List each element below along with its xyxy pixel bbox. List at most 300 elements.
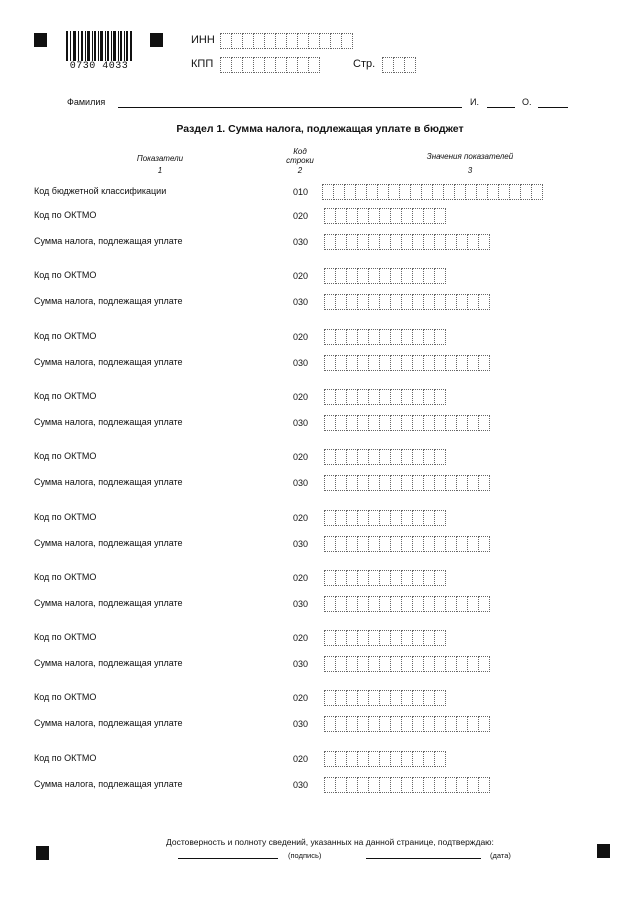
input-cell[interactable] <box>402 475 413 491</box>
input-cell[interactable] <box>380 234 391 250</box>
input-cell[interactable] <box>380 415 391 431</box>
input-cell[interactable] <box>422 184 433 200</box>
input-cell[interactable] <box>276 57 287 73</box>
input-cell[interactable] <box>380 751 391 767</box>
input-cell[interactable] <box>457 536 468 552</box>
input-cell[interactable] <box>435 596 446 612</box>
input-cell[interactable] <box>424 536 435 552</box>
input-cell[interactable] <box>413 777 424 793</box>
input-cell[interactable] <box>413 751 424 767</box>
input-cell[interactable] <box>435 475 446 491</box>
input-cell[interactable] <box>358 690 369 706</box>
input-cell[interactable] <box>479 475 490 491</box>
input-cell[interactable] <box>380 656 391 672</box>
input-cell[interactable] <box>309 33 320 49</box>
input-cell[interactable] <box>358 751 369 767</box>
input-cell[interactable] <box>435 777 446 793</box>
input-cell[interactable] <box>336 415 347 431</box>
input-cell[interactable] <box>347 690 358 706</box>
input-cell[interactable] <box>369 389 380 405</box>
input-cell[interactable] <box>402 294 413 310</box>
input-cell[interactable] <box>347 389 358 405</box>
tax-sum-cells[interactable] <box>324 716 490 731</box>
input-cell[interactable] <box>287 57 298 73</box>
input-cell[interactable] <box>424 208 435 224</box>
input-cell[interactable] <box>477 184 488 200</box>
input-cell[interactable] <box>424 268 435 284</box>
input-cell[interactable] <box>347 536 358 552</box>
input-cell[interactable] <box>369 510 380 526</box>
input-cell[interactable] <box>435 294 446 310</box>
input-cell[interactable] <box>358 475 369 491</box>
input-cell[interactable] <box>391 630 402 646</box>
input-cell[interactable] <box>336 355 347 371</box>
input-cell[interactable] <box>402 268 413 284</box>
input-cell[interactable] <box>369 716 380 732</box>
tax-sum-cells[interactable] <box>324 596 490 611</box>
input-cell[interactable] <box>298 33 309 49</box>
input-cell[interactable] <box>468 536 479 552</box>
date-line[interactable] <box>366 858 481 859</box>
input-cell[interactable] <box>435 389 446 405</box>
input-cell[interactable] <box>336 630 347 646</box>
input-cell[interactable] <box>413 510 424 526</box>
input-cell[interactable] <box>413 690 424 706</box>
input-cell[interactable] <box>324 449 336 465</box>
input-cell[interactable] <box>369 690 380 706</box>
input-cell[interactable] <box>369 536 380 552</box>
tax-sum-cells[interactable] <box>324 234 490 249</box>
input-cell[interactable] <box>324 208 336 224</box>
input-cell[interactable] <box>356 184 367 200</box>
page-cells[interactable] <box>382 57 416 72</box>
input-cell[interactable] <box>402 415 413 431</box>
input-cell[interactable] <box>336 510 347 526</box>
input-cell[interactable] <box>347 355 358 371</box>
input-cell[interactable] <box>254 33 265 49</box>
input-cell[interactable] <box>446 415 457 431</box>
oktmo-cells[interactable] <box>324 268 446 283</box>
tax-sum-cells[interactable] <box>324 475 490 490</box>
input-cell[interactable] <box>254 57 265 73</box>
input-cell[interactable] <box>324 777 336 793</box>
input-cell[interactable] <box>380 389 391 405</box>
input-cell[interactable] <box>402 716 413 732</box>
input-cell[interactable] <box>435 449 446 465</box>
input-cell[interactable] <box>345 184 356 200</box>
input-cell[interactable] <box>402 777 413 793</box>
input-cell[interactable] <box>391 570 402 586</box>
input-cell[interactable] <box>468 596 479 612</box>
input-cell[interactable] <box>468 355 479 371</box>
input-cell[interactable] <box>336 234 347 250</box>
oktmo-cells[interactable] <box>324 389 446 404</box>
input-cell[interactable] <box>389 184 400 200</box>
input-cell[interactable] <box>457 234 468 250</box>
input-cell[interactable] <box>347 208 358 224</box>
input-cell[interactable] <box>468 475 479 491</box>
input-cell[interactable] <box>369 268 380 284</box>
input-cell[interactable] <box>413 630 424 646</box>
input-cell[interactable] <box>521 184 532 200</box>
input-cell[interactable] <box>413 415 424 431</box>
input-cell[interactable] <box>435 716 446 732</box>
input-cell[interactable] <box>479 234 490 250</box>
input-cell[interactable] <box>446 596 457 612</box>
input-cell[interactable] <box>378 184 389 200</box>
input-cell[interactable] <box>457 415 468 431</box>
input-cell[interactable] <box>369 596 380 612</box>
input-cell[interactable] <box>424 596 435 612</box>
input-cell[interactable] <box>435 355 446 371</box>
input-cell[interactable] <box>380 777 391 793</box>
input-cell[interactable] <box>402 536 413 552</box>
input-cell[interactable] <box>391 510 402 526</box>
input-cell[interactable] <box>369 449 380 465</box>
input-cell[interactable] <box>468 716 479 732</box>
input-cell[interactable] <box>413 656 424 672</box>
input-cell[interactable] <box>391 716 402 732</box>
input-cell[interactable] <box>358 570 369 586</box>
input-cell[interactable] <box>424 510 435 526</box>
input-cell[interactable] <box>380 268 391 284</box>
input-cell[interactable] <box>402 630 413 646</box>
input-cell[interactable] <box>468 777 479 793</box>
input-cell[interactable] <box>424 294 435 310</box>
input-cell[interactable] <box>369 234 380 250</box>
input-cell[interactable] <box>391 415 402 431</box>
input-cell[interactable] <box>446 777 457 793</box>
input-cell[interactable] <box>369 475 380 491</box>
input-cell[interactable] <box>455 184 466 200</box>
input-cell[interactable] <box>435 570 446 586</box>
input-cell[interactable] <box>391 294 402 310</box>
input-cell[interactable] <box>336 389 347 405</box>
input-cell[interactable] <box>309 57 320 73</box>
initial-i-line[interactable] <box>487 107 515 108</box>
input-cell[interactable] <box>380 355 391 371</box>
input-cell[interactable] <box>424 751 435 767</box>
input-cell[interactable] <box>391 208 402 224</box>
tax-sum-cells[interactable] <box>324 777 490 792</box>
input-cell[interactable] <box>324 716 336 732</box>
input-cell[interactable] <box>358 449 369 465</box>
input-cell[interactable] <box>336 596 347 612</box>
input-cell[interactable] <box>402 389 413 405</box>
input-cell[interactable] <box>391 268 402 284</box>
input-cell[interactable] <box>220 57 232 73</box>
input-cell[interactable] <box>380 716 391 732</box>
input-cell[interactable] <box>380 630 391 646</box>
input-cell[interactable] <box>424 449 435 465</box>
input-cell[interactable] <box>391 536 402 552</box>
input-cell[interactable] <box>347 596 358 612</box>
input-cell[interactable] <box>358 596 369 612</box>
input-cell[interactable] <box>380 329 391 345</box>
input-cell[interactable] <box>369 355 380 371</box>
input-cell[interactable] <box>435 656 446 672</box>
input-cell[interactable] <box>457 596 468 612</box>
input-cell[interactable] <box>424 656 435 672</box>
input-cell[interactable] <box>358 716 369 732</box>
input-cell[interactable] <box>358 294 369 310</box>
input-cell[interactable] <box>413 716 424 732</box>
input-cell[interactable] <box>435 536 446 552</box>
input-cell[interactable] <box>369 570 380 586</box>
input-cell[interactable] <box>324 690 336 706</box>
input-cell[interactable] <box>369 751 380 767</box>
input-cell[interactable] <box>444 184 455 200</box>
input-cell[interactable] <box>336 536 347 552</box>
input-cell[interactable] <box>336 268 347 284</box>
input-cell[interactable] <box>358 268 369 284</box>
input-cell[interactable] <box>380 596 391 612</box>
input-cell[interactable] <box>413 355 424 371</box>
input-cell[interactable] <box>402 690 413 706</box>
input-cell[interactable] <box>413 596 424 612</box>
input-cell[interactable] <box>424 475 435 491</box>
input-cell[interactable] <box>336 690 347 706</box>
input-cell[interactable] <box>380 475 391 491</box>
input-cell[interactable] <box>347 329 358 345</box>
input-cell[interactable] <box>435 208 446 224</box>
input-cell[interactable] <box>347 415 358 431</box>
tax-sum-cells[interactable] <box>324 415 490 430</box>
initial-o-line[interactable] <box>538 107 568 108</box>
input-cell[interactable] <box>391 777 402 793</box>
inn-cells[interactable] <box>220 33 353 48</box>
input-cell[interactable] <box>402 570 413 586</box>
input-cell[interactable] <box>402 751 413 767</box>
tax-sum-cells[interactable] <box>324 294 490 309</box>
input-cell[interactable] <box>358 415 369 431</box>
input-cell[interactable] <box>446 355 457 371</box>
input-cell[interactable] <box>265 57 276 73</box>
input-cell[interactable] <box>391 389 402 405</box>
input-cell[interactable] <box>446 536 457 552</box>
input-cell[interactable] <box>413 449 424 465</box>
input-cell[interactable] <box>468 656 479 672</box>
input-cell[interactable] <box>380 536 391 552</box>
input-cell[interactable] <box>488 184 499 200</box>
input-cell[interactable] <box>380 449 391 465</box>
input-cell[interactable] <box>347 630 358 646</box>
input-cell[interactable] <box>336 716 347 732</box>
input-cell[interactable] <box>369 415 380 431</box>
input-cell[interactable] <box>347 234 358 250</box>
oktmo-cells[interactable] <box>324 690 446 705</box>
tax-sum-cells[interactable] <box>324 355 490 370</box>
input-cell[interactable] <box>413 389 424 405</box>
input-cell[interactable] <box>532 184 543 200</box>
input-cell[interactable] <box>468 234 479 250</box>
input-cell[interactable] <box>347 268 358 284</box>
input-cell[interactable] <box>287 33 298 49</box>
input-cell[interactable] <box>358 630 369 646</box>
input-cell[interactable] <box>347 751 358 767</box>
input-cell[interactable] <box>413 208 424 224</box>
input-cell[interactable] <box>265 33 276 49</box>
input-cell[interactable] <box>358 208 369 224</box>
input-cell[interactable] <box>402 355 413 371</box>
input-cell[interactable] <box>411 184 422 200</box>
input-cell[interactable] <box>324 415 336 431</box>
input-cell[interactable] <box>369 777 380 793</box>
input-cell[interactable] <box>400 184 411 200</box>
input-cell[interactable] <box>391 475 402 491</box>
input-cell[interactable] <box>468 415 479 431</box>
input-cell[interactable] <box>499 184 510 200</box>
input-cell[interactable] <box>336 294 347 310</box>
input-cell[interactable] <box>336 329 347 345</box>
input-cell[interactable] <box>358 536 369 552</box>
input-cell[interactable] <box>424 716 435 732</box>
input-cell[interactable] <box>367 184 378 200</box>
input-cell[interactable] <box>435 415 446 431</box>
surname-line[interactable] <box>118 107 462 108</box>
input-cell[interactable] <box>391 596 402 612</box>
input-cell[interactable] <box>347 716 358 732</box>
input-cell[interactable] <box>336 656 347 672</box>
input-cell[interactable] <box>336 751 347 767</box>
input-cell[interactable] <box>457 716 468 732</box>
input-cell[interactable] <box>510 184 521 200</box>
input-cell[interactable] <box>322 184 334 200</box>
input-cell[interactable] <box>424 570 435 586</box>
input-cell[interactable] <box>402 329 413 345</box>
input-cell[interactable] <box>424 329 435 345</box>
input-cell[interactable] <box>446 716 457 732</box>
input-cell[interactable] <box>391 690 402 706</box>
input-cell[interactable] <box>324 510 336 526</box>
input-cell[interactable] <box>413 329 424 345</box>
input-cell[interactable] <box>435 234 446 250</box>
input-cell[interactable] <box>435 268 446 284</box>
input-cell[interactable] <box>457 475 468 491</box>
input-cell[interactable] <box>391 355 402 371</box>
input-cell[interactable] <box>479 536 490 552</box>
input-cell[interactable] <box>347 449 358 465</box>
input-cell[interactable] <box>298 57 309 73</box>
tax-sum-cells[interactable] <box>324 656 490 671</box>
input-cell[interactable] <box>324 536 336 552</box>
input-cell[interactable] <box>324 294 336 310</box>
input-cell[interactable] <box>324 596 336 612</box>
input-cell[interactable] <box>424 690 435 706</box>
input-cell[interactable] <box>446 294 457 310</box>
input-cell[interactable] <box>336 570 347 586</box>
input-cell[interactable] <box>446 656 457 672</box>
input-cell[interactable] <box>324 389 336 405</box>
input-cell[interactable] <box>380 294 391 310</box>
input-cell[interactable] <box>324 268 336 284</box>
input-cell[interactable] <box>320 33 331 49</box>
input-cell[interactable] <box>405 57 416 73</box>
oktmo-cells[interactable] <box>324 329 446 344</box>
input-cell[interactable] <box>380 690 391 706</box>
input-cell[interactable] <box>324 751 336 767</box>
input-cell[interactable] <box>358 389 369 405</box>
input-cell[interactable] <box>402 208 413 224</box>
input-cell[interactable] <box>413 234 424 250</box>
input-cell[interactable] <box>243 33 254 49</box>
oktmo-cells[interactable] <box>324 208 446 223</box>
input-cell[interactable] <box>435 690 446 706</box>
input-cell[interactable] <box>424 355 435 371</box>
input-cell[interactable] <box>358 777 369 793</box>
input-cell[interactable] <box>413 475 424 491</box>
input-cell[interactable] <box>369 656 380 672</box>
input-cell[interactable] <box>243 57 254 73</box>
input-cell[interactable] <box>435 630 446 646</box>
input-cell[interactable] <box>424 234 435 250</box>
kpp-cells[interactable] <box>220 57 320 72</box>
input-cell[interactable] <box>358 329 369 345</box>
input-cell[interactable] <box>347 777 358 793</box>
input-cell[interactable] <box>380 208 391 224</box>
input-cell[interactable] <box>232 57 243 73</box>
oktmo-cells[interactable] <box>324 570 446 585</box>
input-cell[interactable] <box>394 57 405 73</box>
input-cell[interactable] <box>380 570 391 586</box>
input-cell[interactable] <box>324 329 336 345</box>
input-cell[interactable] <box>324 630 336 646</box>
input-cell[interactable] <box>358 510 369 526</box>
input-cell[interactable] <box>391 751 402 767</box>
input-cell[interactable] <box>402 234 413 250</box>
oktmo-cells[interactable] <box>324 510 446 525</box>
input-cell[interactable] <box>324 234 336 250</box>
input-cell[interactable] <box>358 234 369 250</box>
input-cell[interactable] <box>435 329 446 345</box>
input-cell[interactable] <box>324 656 336 672</box>
input-cell[interactable] <box>232 33 243 49</box>
oktmo-cells[interactable] <box>324 751 446 766</box>
input-cell[interactable] <box>336 449 347 465</box>
input-cell[interactable] <box>479 656 490 672</box>
input-cell[interactable] <box>391 329 402 345</box>
input-cell[interactable] <box>369 294 380 310</box>
input-cell[interactable] <box>336 475 347 491</box>
input-cell[interactable] <box>435 510 446 526</box>
input-cell[interactable] <box>424 389 435 405</box>
input-cell[interactable] <box>402 656 413 672</box>
input-cell[interactable] <box>336 208 347 224</box>
input-cell[interactable] <box>402 510 413 526</box>
input-cell[interactable] <box>479 415 490 431</box>
input-cell[interactable] <box>466 184 477 200</box>
oktmo-cells[interactable] <box>324 630 446 645</box>
input-cell[interactable] <box>380 510 391 526</box>
input-cell[interactable] <box>324 570 336 586</box>
input-cell[interactable] <box>347 570 358 586</box>
input-cell[interactable] <box>424 777 435 793</box>
tax-sum-cells[interactable] <box>324 536 490 551</box>
input-cell[interactable] <box>413 294 424 310</box>
kbk-cells[interactable] <box>322 184 543 199</box>
input-cell[interactable] <box>324 475 336 491</box>
input-cell[interactable] <box>358 355 369 371</box>
input-cell[interactable] <box>413 268 424 284</box>
input-cell[interactable] <box>336 777 347 793</box>
input-cell[interactable] <box>402 596 413 612</box>
input-cell[interactable] <box>435 751 446 767</box>
input-cell[interactable] <box>479 777 490 793</box>
input-cell[interactable] <box>369 208 380 224</box>
input-cell[interactable] <box>424 415 435 431</box>
input-cell[interactable] <box>457 355 468 371</box>
input-cell[interactable] <box>457 656 468 672</box>
